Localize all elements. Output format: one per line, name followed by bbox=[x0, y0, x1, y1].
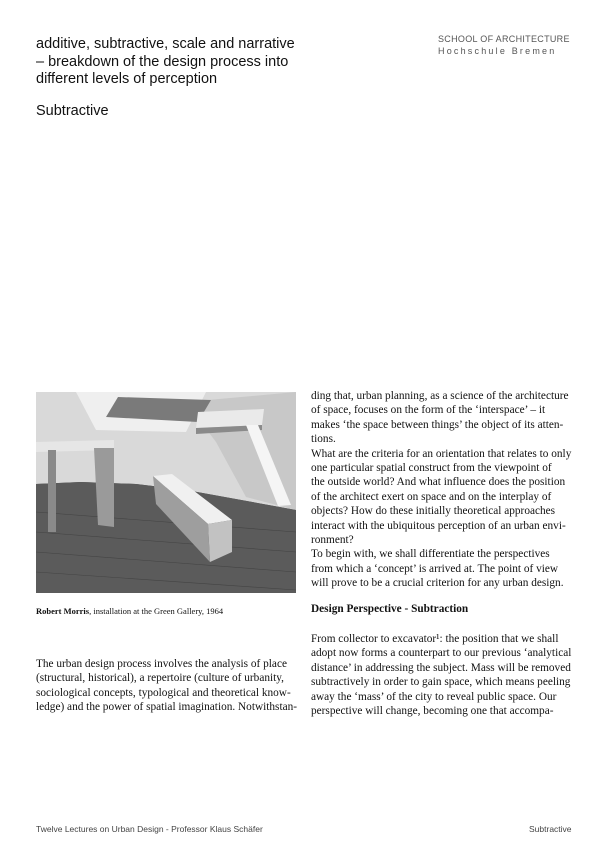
text-line: will prove to be a crucial criterion for any urban design. bbox=[311, 577, 564, 590]
school-header bbox=[438, 33, 570, 57]
school-name: SCHOOL OF ARCHITECTURE bbox=[438, 34, 570, 44]
text-line: of space, focuses on the form of the ‘interspace’ – it bbox=[311, 404, 546, 417]
document-title bbox=[36, 36, 336, 89]
body-column-right-bottom bbox=[311, 632, 571, 718]
installation-photo bbox=[36, 392, 296, 593]
text-line: ronment? bbox=[311, 534, 354, 547]
text-line: interact with the ubiquitous perception of an urban envi- bbox=[311, 519, 566, 532]
text-line: ding that, urban planning, as a science of the architecture bbox=[311, 390, 569, 402]
text-line: ledge) and the power of spatial imagination. Notwithstan- bbox=[36, 701, 298, 714]
footer-section: Subtractive bbox=[529, 824, 572, 834]
title-line: – breakdown of the design process into bbox=[36, 53, 289, 70]
caption-text: , installation at the Green Gallery, 1964 bbox=[89, 606, 224, 616]
title-line: different levels of perception bbox=[36, 71, 218, 87]
artist-name: Robert Morris bbox=[36, 606, 90, 616]
university-name: Hochschule Bremen bbox=[438, 46, 557, 56]
body-column-left bbox=[36, 657, 297, 715]
footer-lecture-series: Twelve Lectures on Urban Design - Professor Klaus Schäfer bbox=[36, 824, 263, 834]
text-line: From collector to excavator¹: the position that we shall bbox=[311, 633, 559, 645]
section-title: Subtractive bbox=[36, 103, 109, 119]
text-line: To begin with, we shall differentiate the perspectives bbox=[311, 548, 550, 561]
installation-photo-graphic bbox=[36, 392, 296, 593]
text-line: from which a ‘concept’ is arrived at. The point of view bbox=[311, 562, 559, 575]
text-line: of the architect exert on space and on the interplay of bbox=[311, 490, 552, 503]
text-line: tions. bbox=[311, 433, 336, 446]
text-line: away the ‘mass’ of the city to reveal public space. Our bbox=[311, 690, 557, 703]
text-line: makes ‘the space between things’ the object of its atten- bbox=[311, 418, 564, 431]
text-line: the outside world? And what influence does the position bbox=[311, 476, 566, 489]
text-line: one particular spatial construct from the viewpoint of bbox=[311, 462, 552, 475]
text-line: (structural, historical), a repertoire (culture of urbanity, bbox=[36, 672, 285, 685]
title-line: additive, subtractive, scale and narrative bbox=[36, 36, 295, 52]
text-line: The urban design process involves the analysis of place bbox=[36, 658, 287, 670]
subsection-heading: Design Perspective - Subtraction bbox=[311, 603, 469, 615]
body-column-right-top bbox=[311, 389, 571, 591]
text-line: distance’ in addressing the subject. Mass will be removed bbox=[311, 661, 571, 674]
text-line: perspective will change, becoming one that accompa- bbox=[311, 705, 554, 718]
figure-caption bbox=[36, 606, 223, 616]
text-line: subtractively in order to gain space, which means peeling bbox=[311, 676, 571, 689]
text-line: objects? How do these initially theoretical approaches bbox=[311, 505, 556, 518]
text-line: sociological concepts, typological and theoretical know- bbox=[36, 686, 291, 699]
text-line: What are the criteria for an orientation that relates to only bbox=[311, 447, 572, 460]
text-line: adopt now forms a counterpart to our previous ‘analytical bbox=[311, 647, 572, 660]
